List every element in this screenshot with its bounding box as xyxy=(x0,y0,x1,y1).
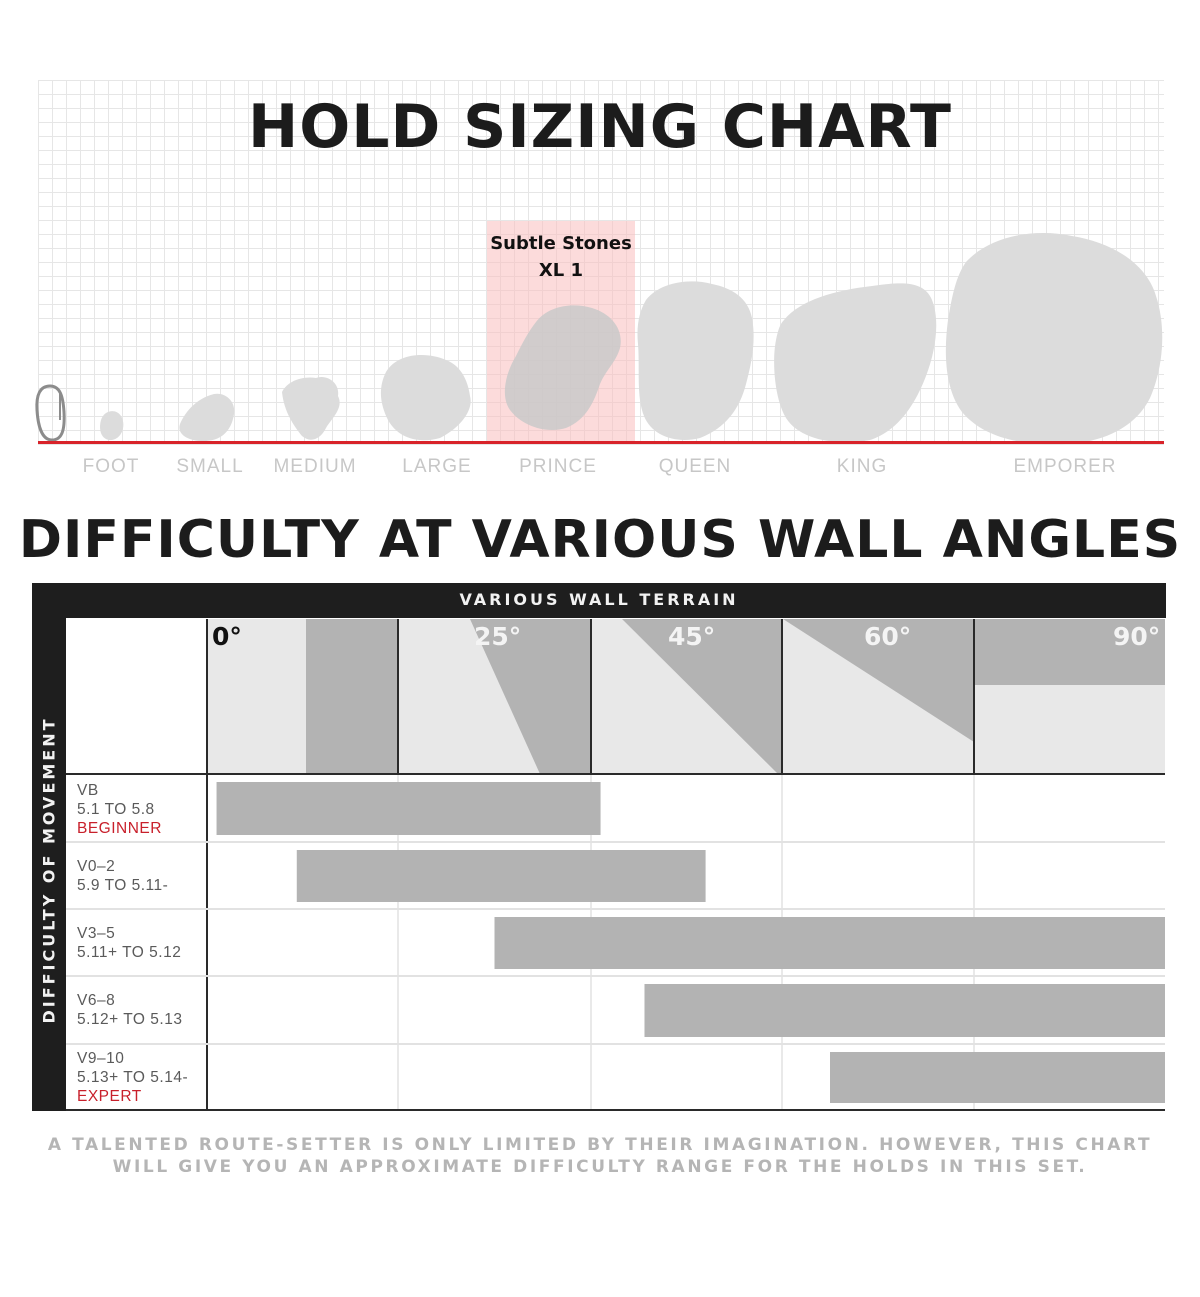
sizing-title: HOLD SIZING CHART xyxy=(248,92,952,162)
range-bar-v9-10 xyxy=(830,1052,1165,1103)
size-label-medium: MEDIUM xyxy=(273,456,357,477)
footer-line-1: A TALENTED ROUTE-SETTER IS ONLY LIMITED BY THEIR IMAGINATION. HOWEVER, THIS CHART xyxy=(47,1135,1153,1155)
row-label-v6-8 xyxy=(77,991,182,1029)
row-yds: 5.1 TO 5.8 xyxy=(77,801,155,818)
highlight-product-label: Subtle Stones xyxy=(490,233,632,254)
terrain-header: VARIOUS WALL TERRAIN xyxy=(459,590,739,609)
size-label-king: KING xyxy=(836,456,888,477)
row-label-vb xyxy=(77,781,162,838)
range-bar-vb xyxy=(217,782,601,835)
row-yds: 5.13+ TO 5.14- xyxy=(77,1069,189,1086)
row-yds: 5.9 TO 5.11- xyxy=(77,877,169,894)
tick-label-0: 0° xyxy=(212,622,242,651)
movement-side-text: DIFFICULTY OF MOVEMENT xyxy=(39,716,59,1024)
size-label-foot: FOOT xyxy=(82,456,140,477)
row-label-v0-2 xyxy=(77,857,168,895)
row-tag-beginner: BEGINNER xyxy=(77,820,162,837)
size-label-prince: PRINCE xyxy=(519,456,597,477)
row-label-v9-10 xyxy=(77,1049,188,1106)
range-bar-v0-2 xyxy=(297,850,706,902)
size-label-queen: QUEEN xyxy=(658,456,732,477)
tick-label-45: 45° xyxy=(668,622,716,651)
size-label-emporer: EMPORER xyxy=(1013,456,1117,477)
row-grade: V0–2 xyxy=(77,858,116,875)
range-bar-v6-8 xyxy=(644,984,1165,1037)
range-bar-v3-5 xyxy=(495,917,1166,969)
size-label-small: SMALL xyxy=(176,456,244,477)
row-grade: VB xyxy=(77,782,99,799)
row-yds: 5.11+ TO 5.12 xyxy=(77,944,182,961)
difficulty-title: DIFFICULTY AT VARIOUS WALL ANGLES xyxy=(18,510,1182,570)
size-label-large: LARGE xyxy=(402,456,472,477)
wall-0-wall xyxy=(306,619,398,774)
row-grade: V9–10 xyxy=(77,1050,125,1067)
row-grade: V3–5 xyxy=(77,925,116,942)
tick-label-90: 90° xyxy=(1113,622,1161,651)
row-tag-expert: EXPERT xyxy=(77,1088,142,1105)
tick-label-25: 25° xyxy=(474,622,522,651)
row-label-v3-5 xyxy=(77,924,181,962)
tick-label-60: 60° xyxy=(864,622,912,651)
row-grade: V6–8 xyxy=(77,992,116,1009)
footer-line-2: WILL GIVE YOU AN APPROXIMATE DIFFICULTY RANGE FOR THE HOLDS IN THIS SET. xyxy=(112,1157,1088,1177)
row-yds: 5.12+ TO 5.13 xyxy=(77,1011,183,1028)
range-bars xyxy=(217,782,1165,1103)
highlight-model-label: XL 1 xyxy=(538,260,584,281)
